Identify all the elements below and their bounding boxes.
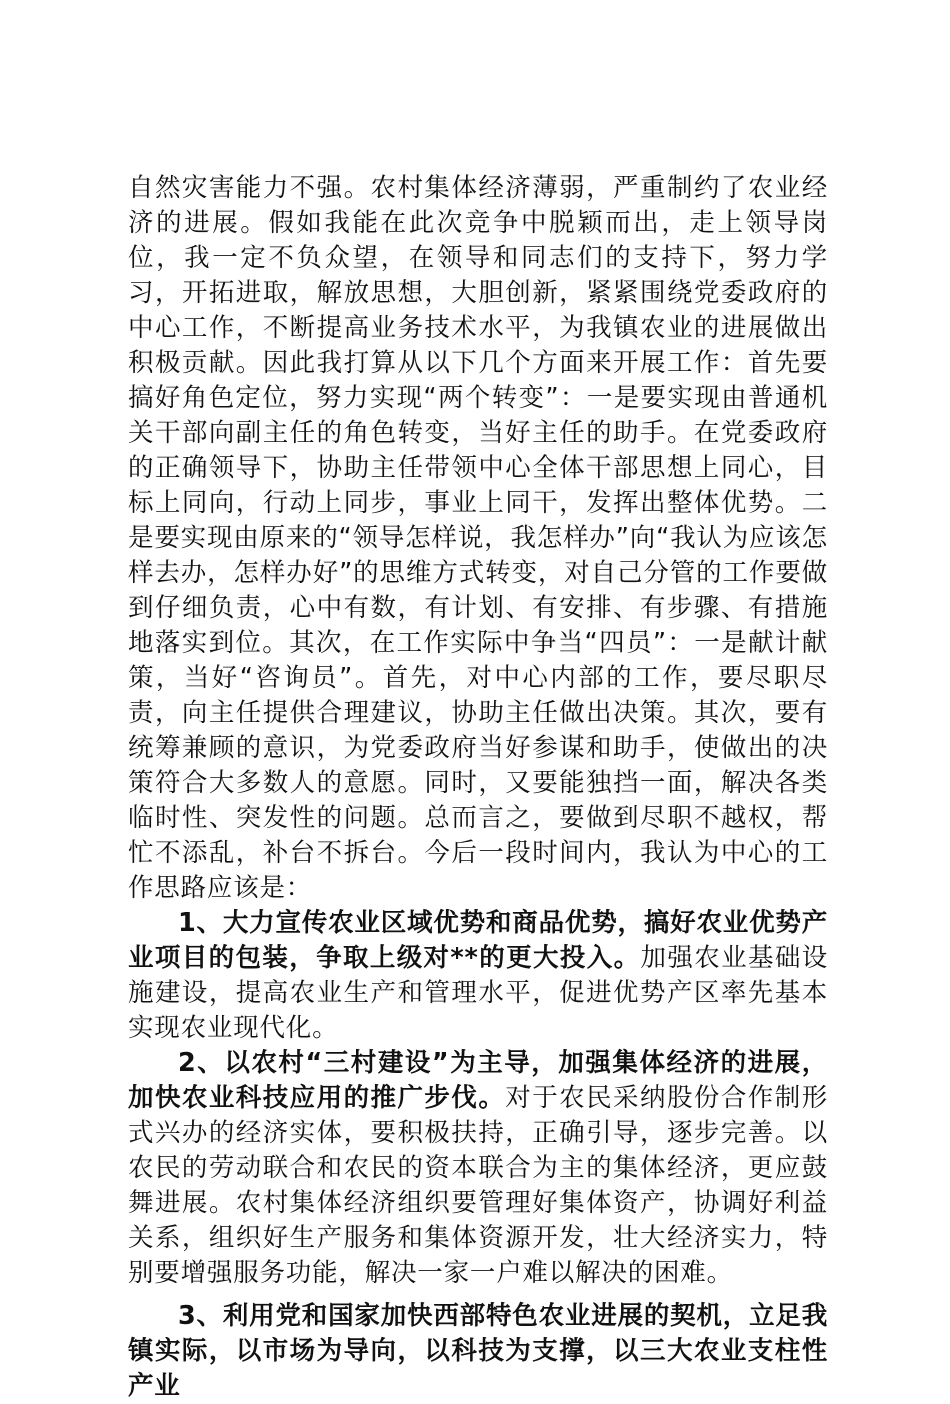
paragraph-point-1 xyxy=(128,906,828,1046)
paragraph-point-1-text: 加强农业基础设施建设，提高农业生产和管理水平，促进优势产区率先基本实现农业现代化。 xyxy=(128,943,828,1043)
paragraph-point-1-lead: 1、大力宣传农业区域优势和商品优势，搞好农业优势产业项目的包装，争取上级对**的更大投入。 xyxy=(128,908,828,973)
paragraph-point-3-lead: 3、利用党和国家加快西部特色农业进展的契机，立足我镇实际，以市场为导向，以科技为支撑，以三大农业支柱性产业 xyxy=(128,1301,828,1401)
paragraph-point-3 xyxy=(128,1299,828,1404)
paragraph-intro-text: 自然灾害能力不强。农村集体经济薄弱，严重制约了农业经济的进展。假如我能在此次竞争中脱颖而出，走上领导岗位，我一定不负众望，在领导和同志们的支持下，努力学习，开拓进取，解放思想，大胆创新，紧紧围绕党委政府的中心工作，不断提高业务技术水平，为我镇农业的进展做出积极贡献。因此我打算从以下几个方面来开展工作：首先要搞好角色定位，努力实现“两个转变”：一是要实现由普通机关干部向副主任的角色转变，当好主任的助手。在党委政府的正确领导下，协助主任带领中心全体干部思想上同心，目标上同向，行动上同步，事业上同干，发挥出整体优势。二是要实现由原来的“领导怎样说，我怎样办”向“我认为应该怎样去办，怎样办好”的思维方式转变，对自己分管的工作要做到仔细负责，心中有数，有计划、有安排、有步骤、有措施地落实到位。其次，在工作实际中争当“四员”：一是献计献策，当好“咨询员”。首先，对中心内部的工作，要尽职尽责，向主任提供合理建议，协助主任做出决策。其次，要有统筹兼顾的意识，为党委政府当好参谋和助手，使做出的决策符合大多数人的意愿。同时，又要能独挡一面，解决各类临时性、突发性的问题。总而言之，要做到尽职不越权，帮忙不添乱，补台不拆台。今后一段时间内，我认为中心的工作思路应该是： xyxy=(128,173,828,903)
paragraph-point-2-lead: 2、以农村“三村建设”为主导，加强集体经济的进展，加快农业科技应用的推广步伐。 xyxy=(128,1048,828,1113)
document-body xyxy=(128,171,828,1404)
paragraph-intro xyxy=(128,171,828,906)
paragraph-point-2-text: 对于农民采纳股份合作制形式兴办的经济实体，要积极扶持，正确引导，逐步完善。以农民的劳动联合和农民的资本联合为主的集体经济，更应鼓舞进展。农村集体经济组织要管理好集体资产，协调好利益关系，组织好生产服务和集体资源开发，壮大经济实力，特别要增强服务功能，解决一家一户难以解决的困难。 xyxy=(128,1083,828,1288)
paragraph-point-2 xyxy=(128,1046,828,1291)
